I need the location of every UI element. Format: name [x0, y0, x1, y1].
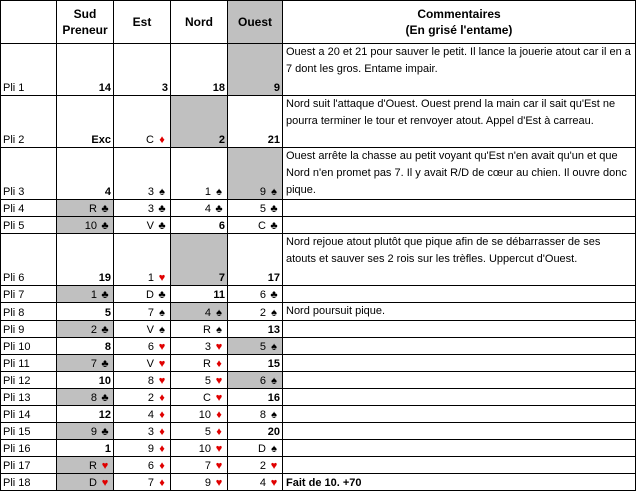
diamond-icon: ♦: [159, 460, 165, 472]
diamond-icon: ♦: [159, 443, 165, 455]
heart-icon: ♥: [101, 477, 109, 489]
diamond-icon: ♦: [159, 409, 165, 421]
card-value: 2: [218, 134, 225, 146]
card-value: 6: [259, 289, 266, 301]
table-row: [1, 234, 636, 286]
card-value: 9: [90, 426, 97, 438]
pli-label: Pli 10: [1, 338, 57, 355]
card-value: 3: [161, 82, 168, 94]
header-empty: [1, 1, 57, 44]
diamond-icon: ♦: [216, 358, 222, 370]
card-value: 8: [147, 375, 154, 387]
card-value: V: [146, 324, 154, 336]
card-value: 13: [267, 324, 280, 336]
cell-ouest: [228, 303, 283, 321]
heart-icon: ♥: [215, 443, 223, 455]
pli-label: Pli 7: [1, 286, 57, 303]
comment-cell: [283, 423, 636, 440]
table-row: [1, 355, 636, 372]
cell-ouest: [228, 286, 283, 303]
card-value: 8: [259, 409, 266, 421]
table-row: [1, 338, 636, 355]
cell-ouest: [228, 321, 283, 338]
card-value: C: [146, 134, 154, 146]
cell-sud: [57, 423, 114, 440]
cell-est: [114, 148, 171, 200]
cell-nord: [171, 148, 228, 200]
cell-nord: [171, 321, 228, 338]
table-row: [1, 217, 636, 234]
card-value: 5: [259, 341, 266, 353]
cell-sud: [57, 44, 114, 96]
card-value: Exc: [91, 134, 111, 146]
table-row: [1, 457, 636, 474]
card-value: 5: [204, 426, 211, 438]
comment-cell: Ouest a 20 et 21 pour sauver le petit. Il lance la jouerie atout car il en a 7 dont les gros. Entame impair.: [283, 44, 636, 96]
heart-icon: ♥: [270, 477, 278, 489]
pli-label: Pli 5: [1, 217, 57, 234]
card-value: 9: [273, 82, 280, 94]
club-icon: ♣: [270, 220, 278, 232]
pli-label: Pli 13: [1, 389, 57, 406]
card-value: 5: [104, 307, 111, 319]
spade-icon: ♠: [216, 186, 222, 198]
cell-sud: [57, 474, 114, 491]
table-row: [1, 389, 636, 406]
pli-label: Pli 12: [1, 372, 57, 389]
cell-nord: [171, 200, 228, 217]
club-icon: ♣: [101, 220, 109, 232]
comment-cell: Ouest arrête la chasse au petit voyant qu'Est n'en avait qu'un et que Nord n'en promet pas 7. Il y avait R/D de cœur au chien. Il ouvre donc pique.: [283, 148, 636, 200]
comment-cell: Nord poursuit pique.: [283, 303, 636, 321]
cell-ouest: [228, 200, 283, 217]
card-value: 4: [104, 186, 111, 198]
cell-est: [114, 423, 171, 440]
card-value: 5: [204, 375, 211, 387]
spade-icon: ♠: [159, 307, 165, 319]
card-value: 3: [147, 426, 154, 438]
club-icon: ♣: [215, 203, 223, 215]
card-value: 7: [147, 307, 154, 319]
heart-icon: ♥: [215, 375, 223, 387]
cell-sud: [57, 321, 114, 338]
cell-est: [114, 44, 171, 96]
heart-icon: ♥: [158, 358, 166, 370]
club-icon: ♣: [101, 426, 109, 438]
cell-sud: [57, 372, 114, 389]
cell-sud: [57, 234, 114, 286]
comment-cell: [283, 200, 636, 217]
cell-est: [114, 355, 171, 372]
heart-icon: ♥: [101, 460, 109, 472]
spade-icon: ♠: [159, 186, 165, 198]
pli-label: Pli 8: [1, 303, 57, 321]
card-value: 4: [147, 409, 154, 421]
pli-label: Pli 6: [1, 234, 57, 286]
header-row: [1, 1, 636, 44]
comment-cell: [283, 286, 636, 303]
cell-sud: [57, 303, 114, 321]
cell-sud: [57, 440, 114, 457]
card-value: 1: [90, 289, 97, 301]
club-icon: ♣: [101, 392, 109, 404]
cell-est: [114, 406, 171, 423]
cell-sud: [57, 406, 114, 423]
cell-est: [114, 200, 171, 217]
pli-label: Pli 17: [1, 457, 57, 474]
club-icon: ♣: [101, 324, 109, 336]
table-row: [1, 200, 636, 217]
cell-est: [114, 440, 171, 457]
pli-label: Pli 11: [1, 355, 57, 372]
cell-ouest: [228, 440, 283, 457]
comment-cell: [283, 372, 636, 389]
table-row: [1, 321, 636, 338]
pli-label: Pli 2: [1, 96, 57, 148]
club-icon: ♣: [270, 203, 278, 215]
card-value: 10: [198, 409, 211, 421]
cell-sud: [57, 338, 114, 355]
cell-est: [114, 372, 171, 389]
table-row: [1, 286, 636, 303]
cell-ouest: [228, 423, 283, 440]
cell-ouest: [228, 148, 283, 200]
diamond-icon: ♦: [216, 409, 222, 421]
card-value: 1: [104, 443, 111, 455]
cell-nord: [171, 423, 228, 440]
club-icon: ♣: [101, 203, 109, 215]
header-commentaires: Commentaires (En grisé l'entame): [283, 1, 636, 44]
card-value: 8: [90, 392, 97, 404]
cell-est: [114, 338, 171, 355]
cell-sud: [57, 217, 114, 234]
comment-cell: [283, 440, 636, 457]
card-value: 3: [147, 186, 154, 198]
cell-nord: [171, 389, 228, 406]
diamond-icon: ♦: [159, 134, 165, 146]
cell-ouest: [228, 96, 283, 148]
spade-icon: ♠: [271, 341, 277, 353]
card-value: 4: [204, 307, 211, 319]
card-value: 2: [259, 307, 266, 319]
club-icon: ♣: [101, 289, 109, 301]
card-value: 19: [98, 272, 111, 284]
card-value: D: [146, 289, 154, 301]
comment-cell: [283, 457, 636, 474]
card-value: 7: [204, 460, 211, 472]
pli-label: Pli 9: [1, 321, 57, 338]
card-value: 4: [204, 203, 211, 215]
card-value: 14: [98, 82, 111, 94]
header-est: Est: [114, 1, 171, 44]
card-value: 16: [267, 392, 280, 404]
cell-ouest: [228, 474, 283, 491]
club-icon: ♣: [158, 220, 166, 232]
cell-est: [114, 286, 171, 303]
card-value: 15: [267, 358, 280, 370]
club-icon: ♣: [270, 289, 278, 301]
table-row: [1, 440, 636, 457]
table-row: [1, 474, 636, 491]
header-sud-preneur: Sud Preneur: [57, 1, 114, 44]
club-icon: ♣: [158, 289, 166, 301]
table-row: [1, 303, 636, 321]
diamond-icon: ♦: [159, 477, 165, 489]
card-value: 7: [218, 272, 225, 284]
table-row: [1, 406, 636, 423]
cell-sud: [57, 389, 114, 406]
heart-icon: ♥: [158, 375, 166, 387]
cell-nord: [171, 355, 228, 372]
table-row: [1, 44, 636, 96]
card-value: 8: [104, 341, 111, 353]
cell-est: [114, 457, 171, 474]
card-value: 20: [267, 426, 280, 438]
cell-nord: [171, 44, 228, 96]
card-value: 1: [147, 272, 154, 284]
cell-nord: [171, 474, 228, 491]
table-row: [1, 372, 636, 389]
card-value: 9: [204, 477, 211, 489]
header-nord: Nord: [171, 1, 228, 44]
pli-label: Pli 1: [1, 44, 57, 96]
card-value: C: [258, 220, 266, 232]
card-value: 7: [90, 358, 97, 370]
card-value: 6: [218, 220, 225, 232]
card-value: 21: [267, 134, 280, 146]
cell-nord: [171, 440, 228, 457]
cell-est: [114, 303, 171, 321]
card-value: 3: [204, 341, 211, 353]
cell-nord: [171, 96, 228, 148]
pli-label: Pli 15: [1, 423, 57, 440]
cell-nord: [171, 372, 228, 389]
table-row: [1, 423, 636, 440]
card-value: R: [203, 324, 211, 336]
cell-nord: [171, 234, 228, 286]
club-icon: ♣: [101, 358, 109, 370]
heart-icon: ♥: [215, 392, 223, 404]
comment-cell: [283, 389, 636, 406]
heart-icon: ♥: [215, 460, 223, 472]
comment-cell: Nord rejoue atout plutôt que pique afin de se débarrasser de ses atouts et sauver ses 2 rois sur les trèfles. Uppercut d'Ouest.: [283, 234, 636, 286]
comment-cell: [283, 355, 636, 372]
cell-sud: [57, 96, 114, 148]
card-value: 6: [147, 341, 154, 353]
card-value: 18: [212, 82, 225, 94]
diamond-icon: ♦: [159, 392, 165, 404]
cell-ouest: [228, 389, 283, 406]
card-value: V: [146, 220, 154, 232]
comment-cell: Fait de 10. +70: [283, 474, 636, 491]
comment-cell: [283, 406, 636, 423]
pli-label: Pli 18: [1, 474, 57, 491]
card-value: 2: [147, 392, 154, 404]
cell-ouest: [228, 217, 283, 234]
cell-est: [114, 96, 171, 148]
cell-sud: [57, 355, 114, 372]
card-value: 10: [198, 443, 211, 455]
table-row: [1, 148, 636, 200]
table-row: [1, 96, 636, 148]
comment-cell: Nord suit l'attaque d'Ouest. Ouest prend la main car il sait qu'Est ne pourra terminer le tour et renvoyer atout. Appel d'Est à carreau.: [283, 96, 636, 148]
card-value: 12: [98, 409, 111, 421]
card-value: 1: [204, 186, 211, 198]
card-value: D: [89, 477, 97, 489]
spade-icon: ♠: [271, 307, 277, 319]
pli-label: Pli 14: [1, 406, 57, 423]
card-value: 9: [147, 443, 154, 455]
card-value: 6: [147, 460, 154, 472]
cell-nord: [171, 217, 228, 234]
card-value: R: [89, 203, 97, 215]
card-value: R: [89, 460, 97, 472]
cell-nord: [171, 457, 228, 474]
cell-ouest: [228, 234, 283, 286]
card-value: 10: [98, 375, 111, 387]
cell-est: [114, 217, 171, 234]
cell-sud: [57, 200, 114, 217]
cell-nord: [171, 406, 228, 423]
cell-est: [114, 389, 171, 406]
card-value: 4: [259, 477, 266, 489]
heart-icon: ♥: [158, 341, 166, 353]
cell-sud: [57, 148, 114, 200]
card-value: D: [258, 443, 266, 455]
spade-icon: ♠: [159, 324, 165, 336]
pli-label: Pli 3: [1, 148, 57, 200]
card-value: 11: [213, 289, 225, 301]
cell-ouest: [228, 338, 283, 355]
cell-est: [114, 321, 171, 338]
card-value: R: [203, 358, 211, 370]
cell-ouest: [228, 355, 283, 372]
spade-icon: ♠: [271, 186, 277, 198]
heart-icon: ♥: [215, 477, 223, 489]
card-value: 3: [147, 203, 154, 215]
club-icon: ♣: [158, 203, 166, 215]
heart-icon: ♥: [158, 272, 166, 284]
card-value: 2: [259, 460, 266, 472]
cell-est: [114, 234, 171, 286]
cell-ouest: [228, 44, 283, 96]
cell-nord: [171, 303, 228, 321]
cell-sud: [57, 286, 114, 303]
diamond-icon: ♦: [216, 426, 222, 438]
cell-est: [114, 474, 171, 491]
cell-ouest: [228, 457, 283, 474]
spade-icon: ♠: [216, 307, 222, 319]
card-value: V: [146, 358, 154, 370]
card-value: 17: [267, 272, 280, 284]
comment-cell: [283, 217, 636, 234]
comment-cell: [283, 338, 636, 355]
spade-icon: ♠: [271, 409, 277, 421]
heart-icon: ♥: [215, 341, 223, 353]
card-value: 10: [84, 220, 97, 232]
diamond-icon: ♦: [159, 426, 165, 438]
card-value: 7: [147, 477, 154, 489]
cell-nord: [171, 338, 228, 355]
card-value: 5: [259, 203, 266, 215]
card-value: C: [203, 392, 211, 404]
pli-label: Pli 16: [1, 440, 57, 457]
cell-sud: [57, 457, 114, 474]
comment-cell: [283, 321, 636, 338]
cell-ouest: [228, 406, 283, 423]
heart-icon: ♥: [270, 460, 278, 472]
card-value: 2: [90, 324, 97, 336]
cell-ouest: [228, 372, 283, 389]
spade-icon: ♠: [216, 324, 222, 336]
cell-nord: [171, 286, 228, 303]
spade-icon: ♠: [271, 375, 277, 387]
card-value: 9: [259, 186, 266, 198]
header-ouest: Ouest: [228, 1, 283, 44]
spade-icon: ♠: [271, 443, 277, 455]
card-value: 6: [259, 375, 266, 387]
pli-label: Pli 4: [1, 200, 57, 217]
